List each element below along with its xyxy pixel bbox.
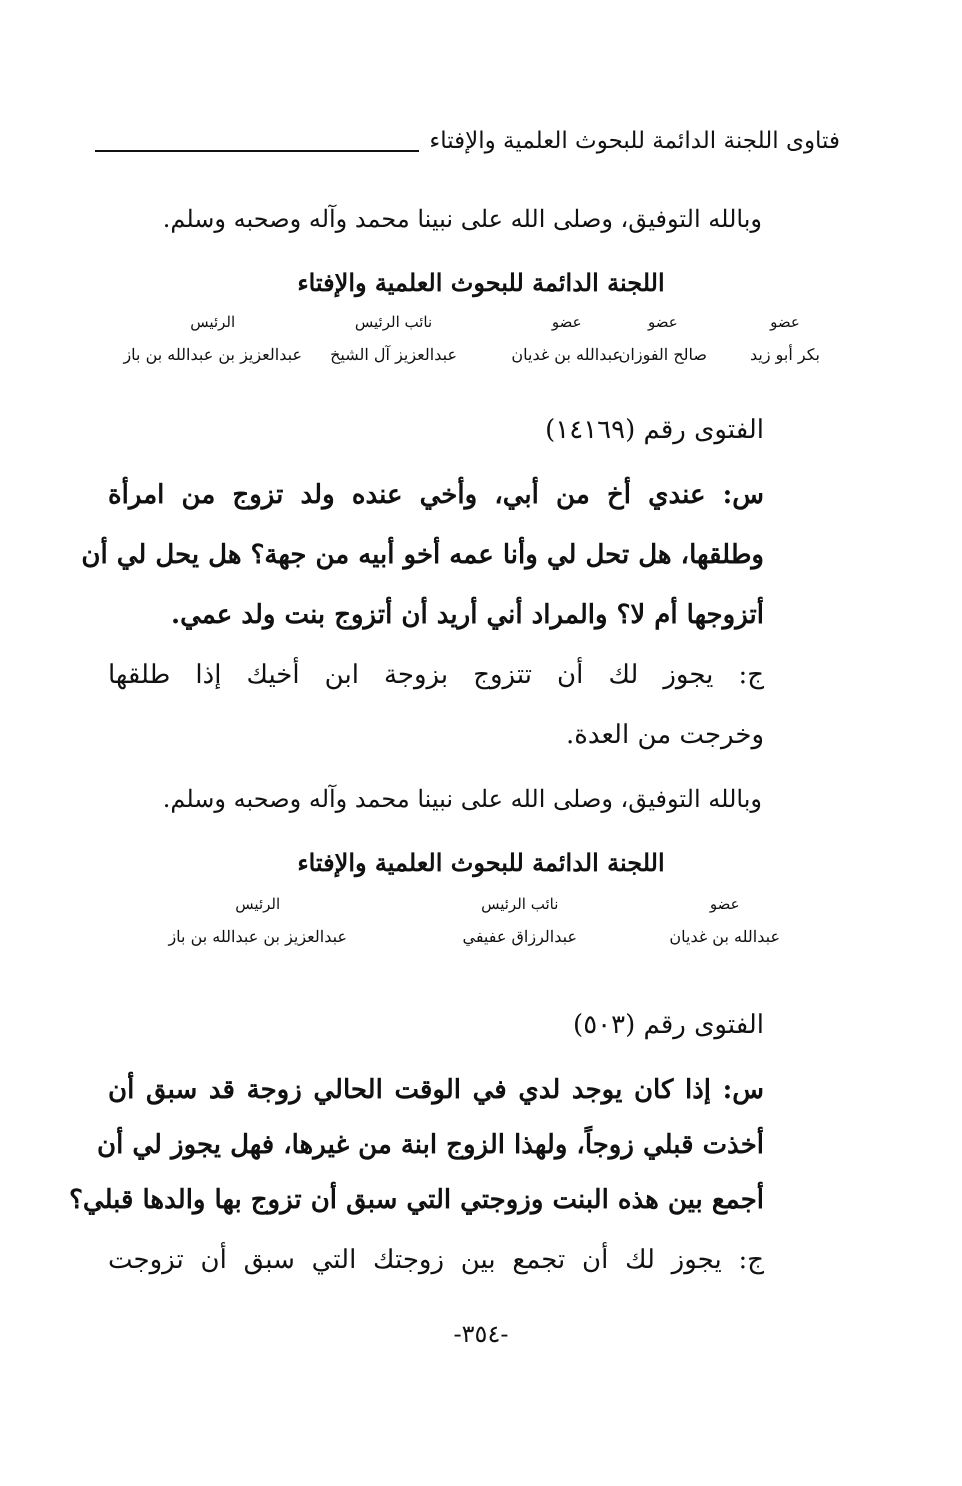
answer-line: وخرجت من العدة. [565,720,764,750]
signatory-name: عبدالله بن غديان [511,345,622,364]
running-header [95,128,840,154]
signatory [511,313,622,364]
signatory-name: عبدالعزيز بن عبدالله بن باز [123,345,302,364]
header-title: فتاوى اللجنة الدائمة للبحوث العلمية والإفتاء [429,128,840,154]
closing-prayer-2: وبالله التوفيق، وصلى الله على نبينا محمد وآله وصحبه وسلم. [162,785,762,813]
question-line: أتزوجها أم لا؟ والمراد أني أريد أن أتزوج بنت ولد عمي. [171,600,764,630]
signatory-role: عضو [709,895,740,913]
signatory-role: نائب الرئيس [481,895,559,913]
answer-line: ج: يجوز لك أن تتزوج بزوجة ابن أخيك إذا طلقها [108,660,764,690]
signatory-name: بكر أبو زيد [749,345,820,364]
signatory-role: الرئيس [190,313,236,331]
page-number: -٣٥٤- [453,1320,509,1348]
question-line: وطلقها، هل تحل لي وأنا عمه أخو أبيه من جهة؟ هل يحل لي أن [81,540,764,570]
signatory-role: عضو [770,313,800,331]
signatory [123,313,302,364]
signatory [750,313,820,364]
signatory-role: الرئيس [235,895,281,913]
committee-title-2: اللجنة الدائمة للبحوث العلمية والإفتاء [297,848,665,877]
signatory-name: صالح الفوزان [618,345,707,364]
signatory-name: عبدالعزيز بن عبدالله بن باز [168,927,347,946]
signatory-role: عضو [647,313,678,331]
signatory-name: عبدالعزيز آل الشيخ [330,345,457,364]
fatwa-number-1: الفتوى رقم (١٤١٦٩) [545,415,764,445]
closing-prayer-1: وبالله التوفيق، وصلى الله على نبينا محمد وآله وصحبه وسلم. [162,205,762,233]
question-line: س: عندي أخ من أبي، وأخي عنده ولد تزوج من امرأة [108,480,764,510]
fatwa-number-2: الفتوى رقم (٥٠٣) [573,1010,764,1040]
answer-line: ج: يجوز لك أن تجمع بين زوجتك التي سبق أن تزوجت [108,1245,764,1275]
signatory [619,313,707,364]
signatory [168,895,347,946]
signatory-name: عبدالله بن غديان [669,927,780,946]
signatory [669,895,780,946]
signatory-role: عضو [551,313,582,331]
header-rule [95,150,419,152]
question-line: س: إذا كان يوجد لدي في الوقت الحالي زوجة قد سبق أن [108,1075,764,1105]
question-line: أجمع بين هذه البنت وزوجتي التي سبق أن تزوج بها والدها قبلي؟ [69,1185,764,1215]
signatory-name: عبدالرزاق عفيفي [462,927,577,946]
signatory [463,895,578,946]
signatory [330,313,457,364]
committee-title-1: اللجنة الدائمة للبحوث العلمية والإفتاء [297,268,665,297]
signatory-role: نائب الرئيس [354,313,433,331]
question-line: أخذت قبلي زوجاً، ولهذا الزوج ابنة من غيرها، فهل يجوز لي أن [97,1130,764,1160]
